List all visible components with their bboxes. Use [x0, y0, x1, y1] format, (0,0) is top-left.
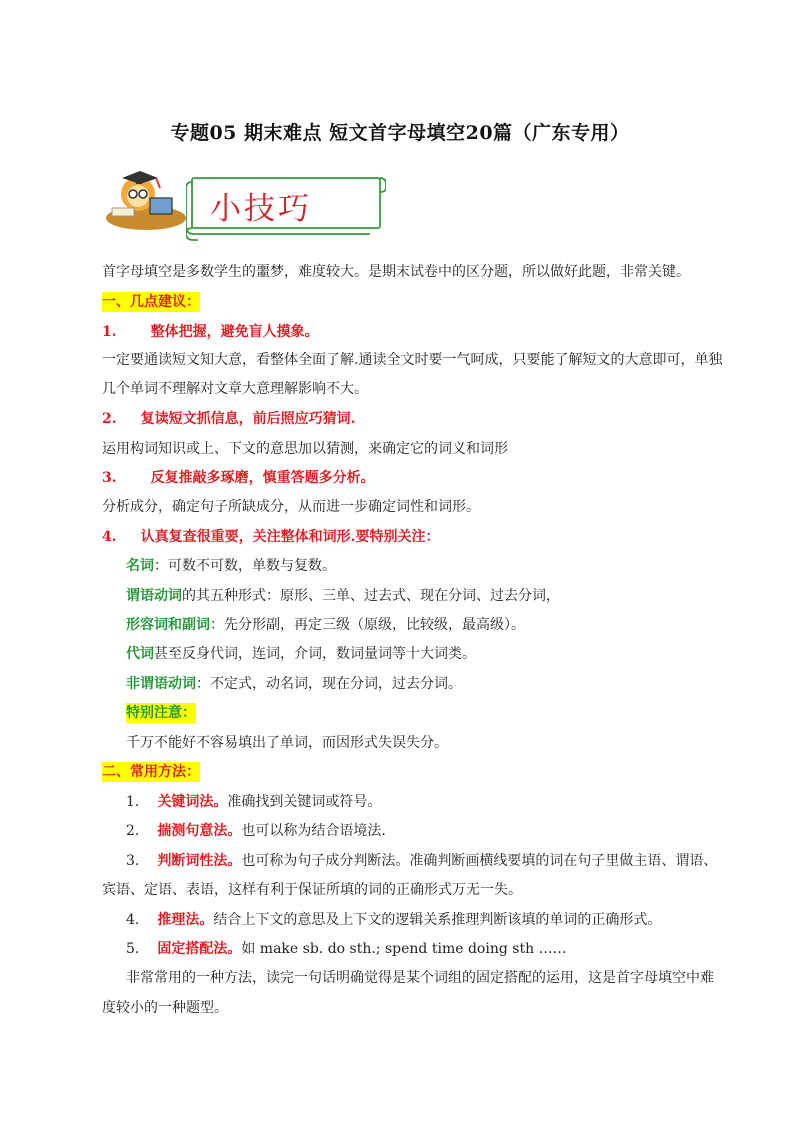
- focus-noun: 名词：可数不可数，单数与复数。: [126, 558, 336, 574]
- tip1-body-line1: 一定要通读短文知大意，看整体全面了解.通读全文时要一气呵成，只要能了解短文的大意即可，单独: [102, 352, 723, 368]
- page-title: 专题05 期末难点 短文首字母填空20篇（广东专用）: [170, 122, 630, 144]
- section1-heading: 一、几点建议：: [102, 294, 200, 310]
- method-3-cont: 宾语、定语、表语，这样有利于保证所填的词的正确形式万无一失。: [102, 882, 522, 898]
- method-3: 3. 判断词性法。也可称为句子成分判断法。准确判断画横线要填的词在句子里做主语、谓语、: [126, 853, 718, 869]
- method-2: 2. 揣测句意法。也可以称为结合语境法.: [126, 823, 386, 839]
- focus-pronoun: 代词甚至反身代词，连词，介词，数词量词等十大词类。: [126, 646, 476, 662]
- banner-title: 小技巧: [210, 191, 312, 227]
- special-note-body: 千万不能好不容易填出了单词，而因形式失误失分。: [126, 735, 448, 751]
- tip2-body: 运用构词知识或上、下文的意思加以猜测，来确定它的词义和词形: [102, 441, 508, 457]
- intro-text: 首字母填空是多数学生的噩梦，难度较大。是期末试卷中的区分题，所以做好此题，非常关键。: [102, 264, 690, 280]
- focus-verb: 谓语动词的其五种形式：原形、三单、过去式、现在分词、过去分词，: [126, 588, 560, 604]
- closing-line1: 非常常用的一种方法，读完一句话明确觉得是某个词组的固定搭配的运用，这是首字母填空中难: [126, 970, 714, 986]
- tip3-body: 分析成分，确定句子所缺成分，从而进一步确定词性和词形。: [102, 499, 480, 515]
- method-1: 1. 关键词法。准确找到关键词或符号。: [126, 794, 382, 810]
- tip4-heading: 4. 认真复查很重要，关注整体和词形.要特别关注：: [102, 529, 440, 545]
- tip2-heading: 2. 复读短文抓信息，前后照应巧猜词.: [102, 411, 356, 427]
- focus-nonfinite: 非谓语动词：不定式，动名词，现在分词，过去分词。: [126, 676, 462, 692]
- tip3-heading: 3. 反复推敲多琢磨，慎重答题多分析。: [102, 470, 375, 486]
- method-4: 4. 推理法。结合上下文的意思及上下文的逻辑关系推理判断该填的单词的正确形式。: [126, 912, 662, 928]
- focus-adj-adv: 形容词和副词：先分形副，再定三级（原级，比较级，最高级）。: [126, 617, 525, 633]
- method-5: 5. 固定搭配法。如 make sb. do sth.; spend time doing sth ……: [126, 941, 567, 957]
- tip1-body-line2: 几个单词不理解对文章大意理解影响不大。: [102, 381, 368, 397]
- special-note-heading: 特别注意：: [126, 705, 196, 721]
- section2-heading: 二、常用方法：: [102, 764, 200, 780]
- closing-line2: 度较小的一种题型。: [102, 1000, 228, 1016]
- mascot-logo-icon: [104, 168, 188, 232]
- tip1-heading: 1. 整体把握，避免盲人摸象。: [102, 324, 319, 340]
